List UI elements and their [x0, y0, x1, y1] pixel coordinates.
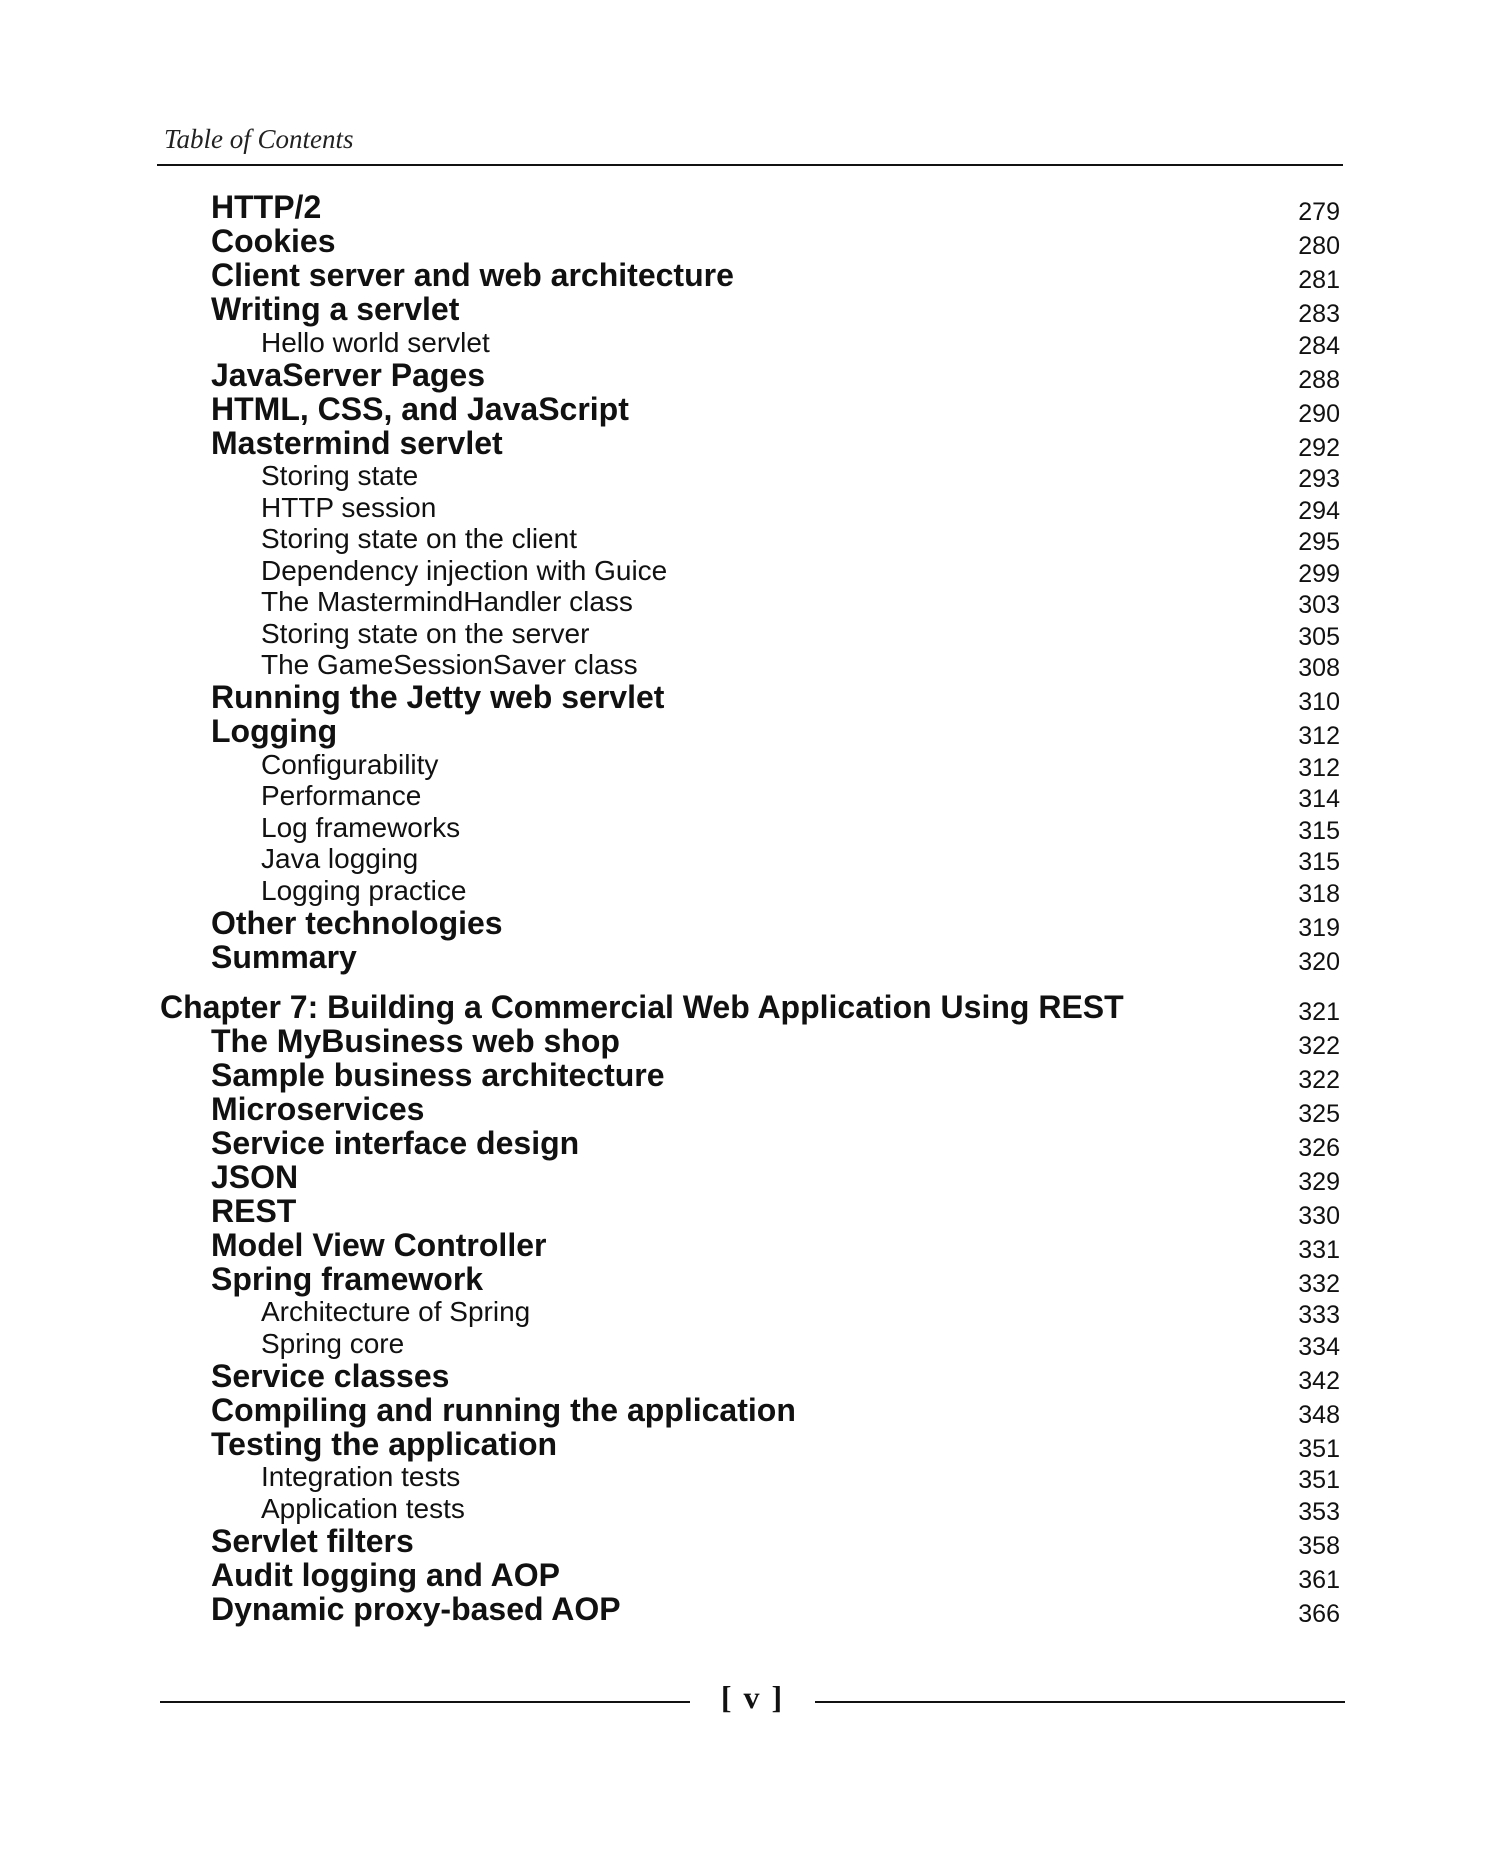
- toc-entry-title: Writing a servlet: [211, 291, 460, 327]
- footer-page-number: [ v ]: [720, 1679, 785, 1715]
- toc-subsection-entry[interactable]: [160, 460, 1345, 495]
- toc-entry-page-number: 310: [1298, 688, 1340, 716]
- toc-section-entry[interactable]: [160, 1522, 1345, 1561]
- toc-entry-page-number: 315: [1298, 816, 1340, 845]
- toc-entry-title: Hello world servlet: [261, 326, 490, 358]
- toc-entry-page-number: 312: [1298, 753, 1340, 782]
- toc-entry-page-number: 293: [1298, 465, 1340, 493]
- toc-entry-page-number: 299: [1298, 559, 1340, 588]
- toc-entry-page-number: 315: [1298, 848, 1340, 876]
- toc-section-entry[interactable]: [160, 1124, 1345, 1163]
- toc-entry-page-number: 334: [1298, 1332, 1340, 1361]
- toc-section-entry[interactable]: [160, 223, 1345, 261]
- toc-section-entry[interactable]: [160, 713, 1345, 751]
- toc-subsection-entry[interactable]: [160, 1461, 1345, 1496]
- toc-entry-title: The MyBusiness web shop: [211, 1022, 620, 1059]
- toc-section-entry[interactable]: [160, 1357, 1345, 1396]
- toc-subsection-entry[interactable]: [160, 748, 1345, 783]
- toc-subsection-entry[interactable]: [160, 586, 1345, 621]
- toc-chapter-entry[interactable]: [160, 988, 1345, 1027]
- toc-entry-title: JSON: [211, 1158, 299, 1195]
- toc-entry-title: HTML, CSS, and JavaScript: [211, 390, 629, 427]
- toc-entry-page-number: 333: [1298, 1301, 1340, 1329]
- toc-entry-page-number: 320: [1298, 947, 1340, 976]
- toc-entry-title: Integration tests: [261, 1461, 461, 1492]
- toc-entry-page-number: 305: [1298, 622, 1340, 651]
- toc-entry-title: Testing the application: [211, 1425, 558, 1462]
- toc-subsection-entry[interactable]: [160, 523, 1345, 558]
- toc-section-entry[interactable]: [160, 189, 1345, 227]
- toc-section-entry[interactable]: [160, 1022, 1345, 1061]
- toc-entry-title: Architecture of Spring: [261, 1296, 531, 1327]
- toc-entry-title: Storing state: [261, 460, 419, 491]
- toc-entry-page-number: 319: [1298, 913, 1340, 942]
- toc-entry-title: Service classes: [211, 1357, 450, 1394]
- toc-entry-page-number: 332: [1298, 1269, 1340, 1298]
- toc-entry-page-number: 321: [1298, 997, 1340, 1026]
- toc-entry-page-number: 314: [1298, 785, 1340, 813]
- toc-entry-title: Dependency injection with Guice: [261, 554, 668, 586]
- toc-subsection-entry[interactable]: [160, 811, 1345, 846]
- toc-entry-page-number: 366: [1298, 1599, 1340, 1628]
- footer-rule-right: [815, 1701, 1345, 1703]
- toc-entry-title: Spring core: [261, 1327, 405, 1359]
- toc-entry-page-number: 329: [1298, 1167, 1340, 1196]
- toc-subsection-entry[interactable]: [160, 1492, 1345, 1527]
- toc-section-entry[interactable]: [160, 1226, 1345, 1265]
- toc-entry-title: Chapter 7: Building a Commercial Web Application Using REST: [160, 988, 1124, 1025]
- toc-entry-title: Application tests: [261, 1492, 465, 1524]
- toc-entry-title: Other technologies: [211, 904, 503, 941]
- toc-entry-title: Model View Controller: [211, 1226, 547, 1263]
- toc-entry-page-number: 281: [1298, 266, 1340, 294]
- toc-entry-title: JavaServer Pages: [211, 356, 485, 393]
- toc-entry-page-number: 348: [1298, 1400, 1340, 1429]
- toc-section-entry[interactable]: [160, 904, 1345, 943]
- toc-entry-page-number: 325: [1298, 1099, 1340, 1128]
- toc-entry-page-number: 351: [1298, 1434, 1340, 1463]
- toc-entry-page-number: 283: [1298, 300, 1340, 328]
- toc-entry-page-number: 284: [1298, 331, 1340, 360]
- toc-entry-title: Configurability: [261, 748, 439, 780]
- toc-subsection-entry[interactable]: [160, 554, 1345, 589]
- toc-entry-title: Log frameworks: [261, 811, 461, 843]
- toc-entry-title: Compiling and running the application: [211, 1391, 796, 1428]
- toc-entry-title: HTTP/2: [211, 189, 322, 225]
- toc-entry-title: The GameSessionSaver class: [261, 649, 638, 680]
- table-of-contents: [160, 189, 1345, 1629]
- running-header: Table of Contents: [164, 124, 354, 154]
- toc-entry-title: Dynamic proxy-based AOP: [211, 1590, 621, 1627]
- toc-entry-page-number: 308: [1298, 654, 1340, 682]
- toc-entry-page-number: 292: [1298, 433, 1340, 462]
- header-rule: [157, 164, 1343, 166]
- toc-entry-title: Cookies: [211, 223, 336, 259]
- toc-entry-title: Summary: [211, 938, 357, 975]
- toc-entry-page-number: 330: [1298, 1201, 1340, 1230]
- toc-section-entry[interactable]: [160, 291, 1345, 329]
- toc-entry-title: Running the Jetty web servlet: [211, 679, 665, 715]
- toc-entry-page-number: 322: [1298, 1065, 1340, 1094]
- toc-subsection-entry[interactable]: [160, 874, 1345, 909]
- toc-entry-title: HTTP session: [261, 491, 437, 523]
- toc-subsection-entry[interactable]: [160, 1327, 1345, 1362]
- toc-entry-page-number: 351: [1298, 1466, 1340, 1494]
- toc-entry-title: Client server and web architecture: [211, 257, 734, 293]
- toc-entry-title: Storing state on the client: [261, 523, 577, 554]
- toc-entry-title: Logging practice: [261, 874, 467, 906]
- toc-entry-title: Java logging: [261, 843, 419, 874]
- toc-entry-page-number: 280: [1298, 232, 1340, 260]
- toc-section-entry[interactable]: [160, 390, 1345, 429]
- toc-entry-title: Storing state on the server: [261, 617, 590, 649]
- toc-section-entry[interactable]: [160, 424, 1345, 463]
- toc-entry-page-number: 361: [1298, 1565, 1340, 1594]
- page-footer: [160, 1677, 1345, 1727]
- toc-section-entry[interactable]: [160, 1090, 1345, 1129]
- toc-subsection-entry[interactable]: [160, 1296, 1345, 1331]
- toc-entry-title: Audit logging and AOP: [211, 1556, 560, 1593]
- toc-section-entry[interactable]: [160, 1590, 1345, 1629]
- toc-entry-title: Spring framework: [211, 1260, 484, 1297]
- toc-entry-page-number: 312: [1298, 722, 1340, 750]
- toc-entry-title: Service interface design: [211, 1124, 580, 1161]
- toc-section-entry[interactable]: [160, 356, 1345, 395]
- toc-entry-page-number: 331: [1298, 1235, 1340, 1264]
- toc-entry-title: Performance: [261, 780, 422, 811]
- toc-entry-page-number: 326: [1298, 1133, 1340, 1162]
- toc-entry-title: Microservices: [211, 1090, 425, 1127]
- toc-entry-page-number: 318: [1298, 879, 1340, 908]
- toc-subsection-entry[interactable]: [160, 617, 1345, 652]
- toc-entry-page-number: 279: [1298, 198, 1340, 226]
- toc-section-entry[interactable]: [160, 1391, 1345, 1430]
- toc-section-entry[interactable]: [160, 1260, 1345, 1299]
- toc-entry-page-number: 288: [1298, 365, 1340, 394]
- toc-entry-page-number: 342: [1298, 1366, 1340, 1395]
- toc-section-entry[interactable]: [160, 1425, 1345, 1464]
- toc-section-entry[interactable]: [160, 1056, 1345, 1095]
- toc-section-entry[interactable]: [160, 1192, 1345, 1231]
- toc-entry-title: Sample business architecture: [211, 1056, 665, 1093]
- toc-entry-page-number: 290: [1298, 399, 1340, 428]
- toc-entry-title: The MastermindHandler class: [261, 586, 633, 617]
- toc-subsection-entry[interactable]: [160, 780, 1345, 815]
- toc-entry-title: Logging: [211, 713, 338, 749]
- toc-entry-page-number: 322: [1298, 1031, 1340, 1060]
- toc-subsection-entry[interactable]: [160, 326, 1345, 361]
- toc-entry-page-number: 358: [1298, 1531, 1340, 1560]
- toc-subsection-entry[interactable]: [160, 491, 1345, 526]
- toc-section-entry[interactable]: [160, 1158, 1345, 1197]
- toc-section-entry[interactable]: [160, 938, 1345, 977]
- toc-subsection-entry[interactable]: [160, 843, 1345, 878]
- toc-section-entry[interactable]: [160, 257, 1345, 295]
- toc-entry-page-number: 294: [1298, 496, 1340, 525]
- toc-entry-page-number: 353: [1298, 1497, 1340, 1526]
- toc-entry-page-number: 303: [1298, 591, 1340, 619]
- toc-section-entry[interactable]: [160, 679, 1345, 717]
- toc-entry-title: Mastermind servlet: [211, 424, 503, 461]
- toc-entry-page-number: 295: [1298, 528, 1340, 556]
- toc-entry-title: Servlet filters: [211, 1522, 414, 1559]
- toc-entry-title: REST: [211, 1192, 297, 1229]
- toc-section-entry[interactable]: [160, 1556, 1345, 1595]
